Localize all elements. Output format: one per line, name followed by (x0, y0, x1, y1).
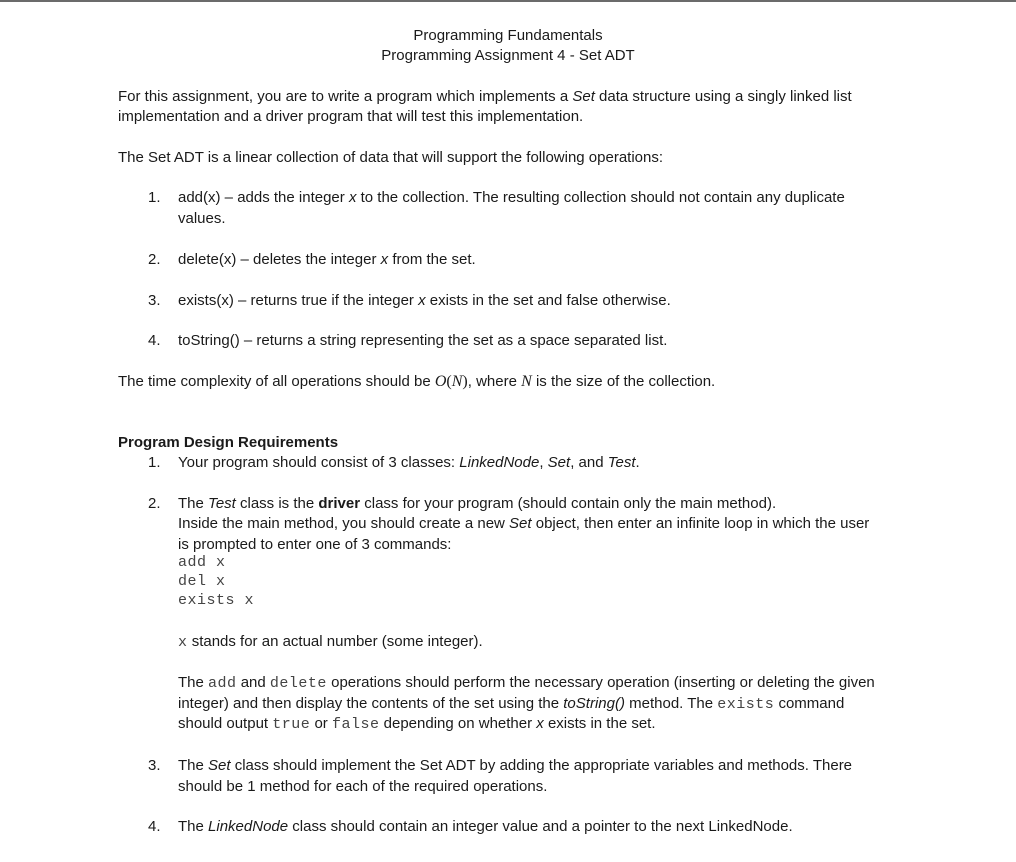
method-tostring: toString() (563, 695, 625, 712)
big-o: O (434, 373, 447, 390)
class-set: Set (509, 515, 532, 532)
class-linkednode: LinkedNode (459, 454, 540, 471)
var-x: x (380, 251, 389, 268)
complexity-text: is the size of the collection. (535, 373, 716, 390)
complexity-text: , where (467, 373, 517, 390)
code-add: add (208, 675, 237, 692)
var-n: N (521, 373, 532, 390)
req-number: 4. (148, 818, 161, 835)
code-delete: delete (269, 675, 327, 692)
op-text: from the set. (392, 251, 476, 268)
var-x: x (348, 189, 357, 206)
req-text: Your program should consist of 3 classes: (178, 454, 456, 471)
op-text: add(x) – adds the integer (178, 189, 345, 206)
class-linkednode: LinkedNode (208, 818, 289, 835)
op-number: 1. (148, 189, 161, 206)
op-text: exists(x) – returns true if the integer (178, 292, 414, 309)
var-x: x (418, 292, 426, 309)
req-text: or (314, 715, 328, 732)
class-set: Set (208, 757, 231, 774)
req-classes (178, 453, 640, 473)
set-adt-description: The Set ADT is a linear collection of data that will support the following operations: (118, 149, 664, 166)
req-text: The (178, 757, 204, 774)
op-number: 3. (148, 292, 161, 309)
op-add-line-2: values. (178, 210, 226, 227)
op-tostring: toString() – returns a string representing the set as a space separated list. (178, 332, 668, 349)
req-text: integer) and then display the contents of the set using the (178, 695, 560, 712)
assignment-title: Programming Assignment 4 - Set ADT (381, 47, 635, 64)
op-text: exists in the set and false otherwise. (429, 292, 671, 309)
op-exists (178, 291, 671, 311)
req-text: should output (178, 715, 269, 732)
code-false: false (331, 716, 380, 733)
paren: ( (446, 373, 452, 390)
driver-term: driver (318, 495, 361, 512)
intro-line-2: implementation and a driver program that will test this implementation. (118, 108, 584, 125)
code-true: true (272, 716, 311, 733)
code-exists: exists (717, 696, 775, 713)
intro-text: data structure using a singly linked list (599, 88, 852, 105)
req-text: command (778, 695, 845, 712)
req-text: method. The (629, 695, 714, 712)
req-text: class should contain an integer value and a pointer to the next LinkedNode. (292, 818, 793, 835)
separator: , and (570, 454, 604, 471)
req-text: operations should perform the necessary operation (inserting or deleting the given (331, 674, 875, 691)
op-delete (178, 250, 476, 270)
code-x: x (178, 634, 188, 651)
ops-paragraph-line-1 (178, 673, 875, 694)
command-del: del x (178, 573, 226, 590)
req-text: stands for an actual number (some integer). (191, 633, 483, 650)
req-test-line-1 (178, 494, 776, 514)
class-test: Test (208, 495, 236, 512)
complexity-statement (118, 372, 715, 392)
ops-paragraph-line-2 (178, 694, 844, 715)
req-text: class for your program (should contain only the main method). (364, 495, 777, 512)
intro-text: For this assignment, you are to write a program which implements a (118, 88, 569, 105)
req-set-line-1 (178, 756, 852, 776)
req-text: class should implement the Set ADT by adding the appropriate variables and methods. There (234, 757, 853, 774)
top-border-line (0, 0, 1016, 2)
req-text: The (178, 674, 204, 691)
var-x: x (536, 715, 544, 732)
req-text: object, then enter an infinite loop in which the user (535, 515, 870, 532)
req-number: 1. (148, 454, 161, 471)
req-text: The (178, 495, 204, 512)
req-text: and (240, 674, 266, 691)
op-text: delete(x) – deletes the integer (178, 251, 377, 268)
separator: . (635, 454, 640, 471)
command-add: add x (178, 554, 226, 571)
section-heading: Program Design Requirements (118, 434, 339, 451)
var-n: N (451, 373, 463, 390)
req-linkednode (178, 817, 793, 837)
ops-paragraph-line-3 (178, 714, 656, 735)
req-number: 2. (148, 495, 161, 512)
paren: ) (462, 373, 468, 390)
set-term: Set (572, 88, 595, 105)
req-test-line-2 (178, 514, 869, 534)
op-number: 2. (148, 251, 161, 268)
command-exists: exists x (178, 592, 255, 609)
class-set: Set (547, 454, 571, 471)
req-set-line-2: should be 1 method for each of the required operations. (178, 778, 548, 795)
op-number: 4. (148, 332, 161, 349)
intro-line-1 (118, 87, 852, 107)
req-text: class is the (240, 495, 315, 512)
req-test-line-3: is prompted to enter one of 3 commands: (178, 536, 452, 553)
req-text: exists in the set. (547, 715, 656, 732)
req-text: Inside the main method, you should create a new (178, 515, 505, 532)
req-text: depending on whether (383, 715, 533, 732)
op-text: to the collection. The resulting collection should not contain any duplicate (360, 189, 845, 206)
req-number: 3. (148, 757, 161, 774)
separator: , (539, 454, 544, 471)
req-text: The (178, 818, 204, 835)
class-test: Test (607, 454, 636, 471)
course-title: Programming Fundamentals (413, 27, 603, 44)
x-note (178, 632, 483, 653)
complexity-text: The time complexity of all operations should be (118, 373, 431, 390)
op-add (178, 188, 845, 208)
